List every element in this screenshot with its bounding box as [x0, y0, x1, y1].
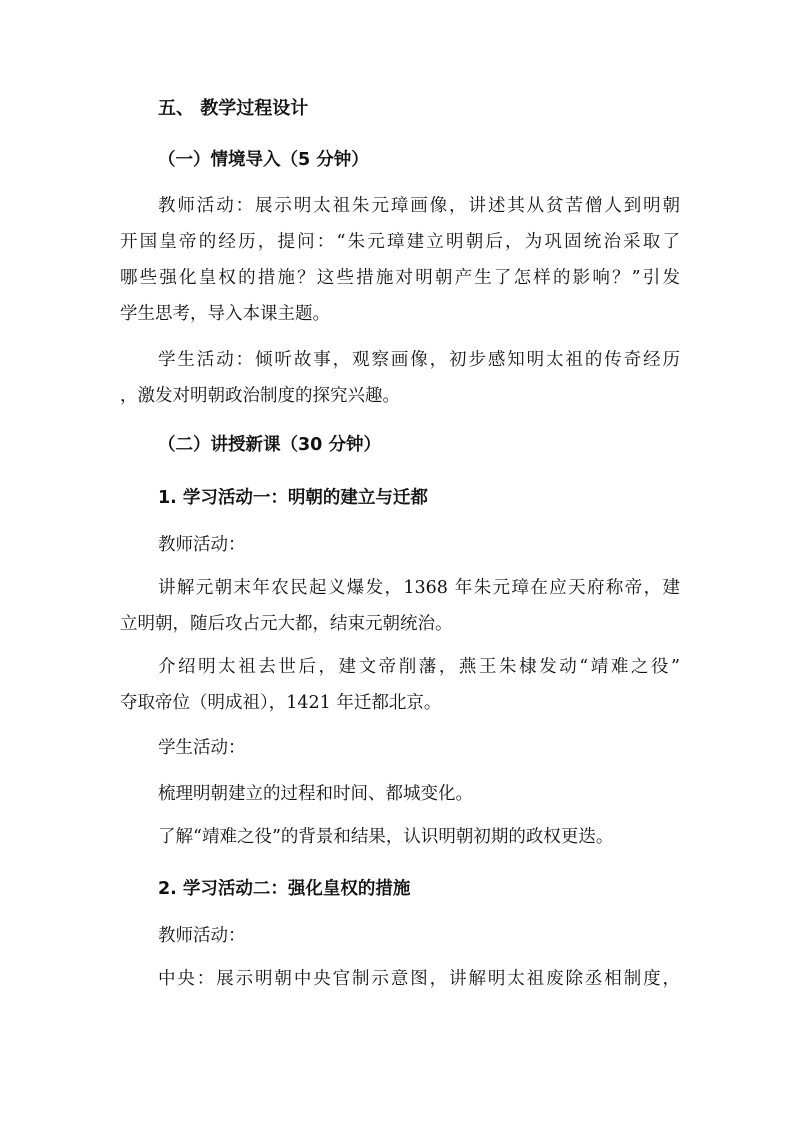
activity2-teacher-label: 教师活动： — [158, 926, 246, 946]
activity1-teacher-p1-line-2: 立明朝，随后攻占元大都，结束元朝统治。 — [120, 614, 453, 634]
part1-student-line-2: ，激发对明朝政治制度的探究兴趣。 — [120, 386, 400, 406]
part1-teacher-line-1: 教师活动：展示明太祖朱元璋画像，讲述其从贫苦僧人到明朝 — [158, 196, 680, 216]
activity1-student-label: 学生活动： — [158, 738, 246, 758]
part1-student-line-1: 学生活动：倾听故事，观察画像，初步感知明太祖的传奇经历 — [158, 350, 680, 370]
activity1-teacher-p2-line-2: 夺取帝位（明成祖），1421 年迁都北京。 — [120, 693, 442, 713]
activity1-teacher-p1-line-1: 讲解元朝末年农民起义爆发，1368 年朱元璋在应天府称帝，建 — [158, 578, 680, 598]
activity2-teacher-p1: 中央：展示明朝中央官制示意图，讲解明太祖废除丞相制度， — [158, 969, 680, 989]
section-heading: 五、 教学过程设计 — [158, 98, 309, 119]
part2-heading: （二）讲授新课（30 分钟） — [158, 435, 381, 455]
part1-heading: （一）情境导入（5 分钟） — [158, 150, 369, 170]
part1-teacher-line-4: 学生思考，导入本课主题。 — [120, 304, 330, 324]
part1-teacher-line-3: 哪些强化皇权的措施？这些措施对明朝产生了怎样的影响？”引发 — [120, 268, 680, 288]
part1-teacher-line-2: 开国皇帝的经历，提问：“朱元璋建立明朝后，为巩固统治采取了 — [120, 232, 680, 252]
activity1-teacher-label: 教师活动： — [158, 535, 246, 555]
activity1-teacher-p2-line-1: 介绍明太祖去世后，建文帝削藩，燕王朱棣发动“靖难之役” — [158, 657, 680, 677]
activity1-student-p1: 梳理明朝建立的过程和时间、都城变化。 — [158, 784, 473, 804]
activity1-heading: 1. 学习活动一：明朝的建立与迁都 — [158, 488, 428, 508]
activity1-student-p2: 了解“靖难之役”的背景和结果，认识明朝初期的政权更迭。 — [158, 827, 614, 847]
activity2-heading: 2. 学习活动二：强化皇权的措施 — [158, 879, 411, 899]
